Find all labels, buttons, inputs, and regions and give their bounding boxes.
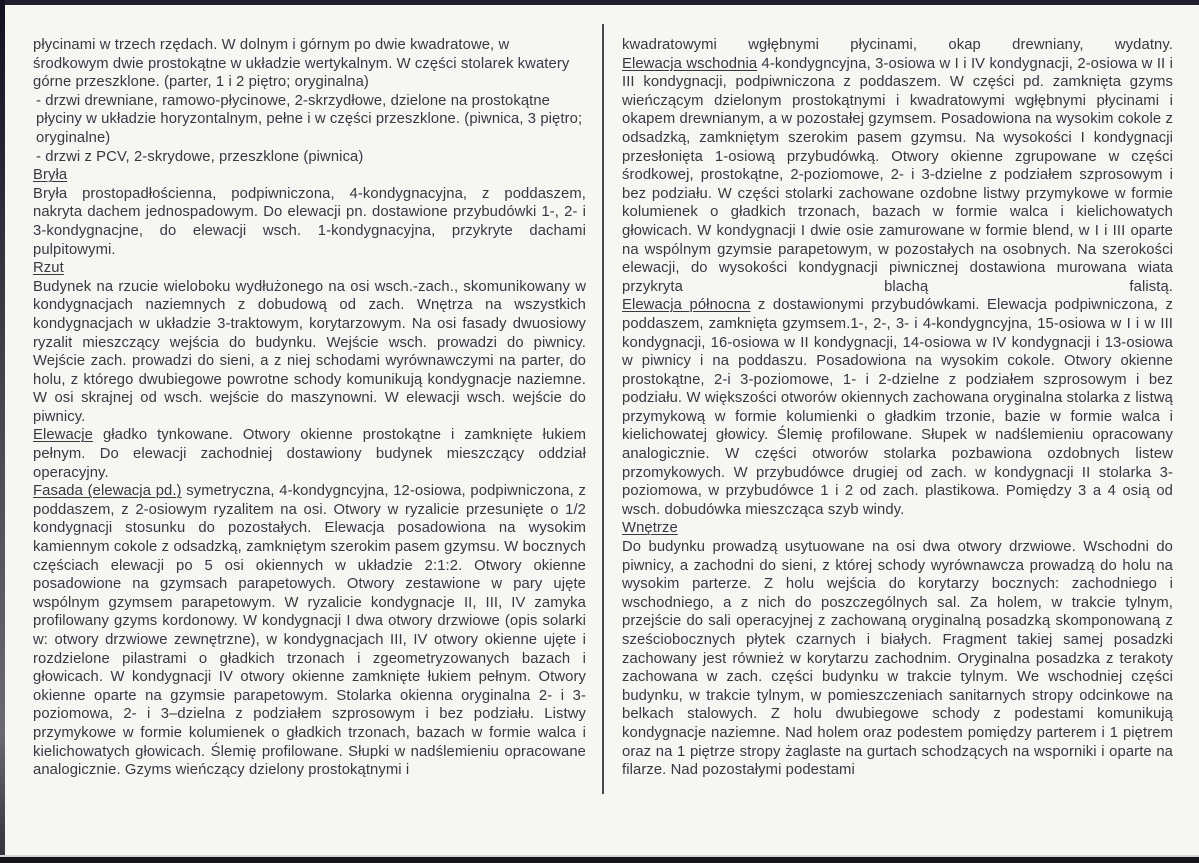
section-heading-bryla: Bryła [33,167,68,184]
paragraph-elewacja-polnocna-body: z dostawionymi przybudówkami. Elewacja podpiwniczona, z poddaszem, zamknięta gzymsem.1-, 2-, 3- i 4-kondygncyjna, 15-osiowa w I i w III kondygnacji, 16-osiowa w II kondygnacji, 14-osiowa w IV kondygnacji i 13-osiowa w piwnicy i na poddaszu. Posadowiona na wysokim cokole. Otwory okienne prostokątne, 2-i 3-poziomowe, 1- i 2-dzielne z podziałem szprosowym i bez podziału. W większości otworów okiennych zachowana oryginalna stolarka z listwą przymykową w formie kolumienki o gładkim trzonie, bazie w formie walca i kielichowatej głowicy. Ślemię profilowane. Słupek w nadślemieniu opracowany analogicznie. W części otworów stolarka pozbawiona ozdobnych listew przomykowych. W przybudówce drugiej od zach. w kondygnacji II stolarka 3-poziomowa, w przybudówce 1 i 2 od zach. plastikowa. Pomiędzy 3 a 4 osią od wsch. dobudówka mieszcząca szyb windy. [622,297,1173,518]
paragraph-elewacja-wschodnia-body: 4-kondygncyjna, 3-osiowa w I i IV kondygnacji, 2-osiowa w II i III kondygnacji, podpiwniczona z poddaszem. W części pd. zamknięta gzyms wieńczącym dzielonym prostokątnymi i kwadratowymi wgłębnymi płycinami i okapem drewnianym, a w pozostałej gzymsem. Posadowiona na wysokim cokole z odsadzką, zamkniętym szerokim pasem gzymsu. Na wysokości I kondygnacji przesłonięta 1-osiową przybudówką. Otwory okienne zgrupowane w części środkowej, prostokątne, 2-poziomowe, 2- i 3-dzielne z podziałem szprosowym i bez podziału. W części stolarki zachowane ozdobne listwy przymykowe w formie kolumienek o gładkich trzonach, bazach w formie walca i kielichowatych głowicach. W kondygnacji I dwie osie zamurowane w formie blend, w I i III oparte na wspólnym gzymsie parapetowym, w pozostałych na osobnych. Na szerokości elewacji, do wysokości kondygnacji piwnicznej dostawiona murowana wiata przykryta blachą falistą. [622,55,1173,295]
list-item-pcv-doors: - drzwi z PCV, 2-skrydowe, przeszklone (piwnica) [36,148,364,165]
text-column-right [622,36,1173,780]
scan-edge-bottom [0,857,1199,863]
column-divider-rule [602,24,604,794]
paragraph-elewacja-wschodnia [622,55,1173,297]
paragraph-elewacje [33,426,586,482]
scan-edge-top [0,0,1199,5]
text-column-left [33,36,586,780]
paragraph-wnetrze: Do budynku prowadzą usytuowane na osi dwa otwory drzwiowe. Wschodni do piwnicy, a zachodni do sieni, z której schody wyrównawcza prowadzą do holu na wysokim parterze. Z holu wejścia do korytarzy bocznych: zachodniego i wschodniego, a z nich do poszczególnych sal. Za holem, w trakcie tylnym, przejście do sali operacyjnej z zachowaną oryginalną posadzką skomponowaną z sześciobocznych płytek czarnych i białych. Fragment takiej samej posadzki zachowany jest również w korytarzu zachodnim. Oryginalna posadzka z terakoty zachowana w zach. części budynku w trakcie tylnym. We wschodniej części budynku, w trakcie tylnym, w pomieszczeniach sanitarnych stropy odcinkowe na belkach stalowych. Z holu dwubiegowe schody z podestami komunikują kondygnacje naziemne. Nad holem oraz podestem pomiędzy parterem i 1 piętrem oraz na 1 piętrze stropy żaglaste na gurtach schodzących na wsporniki i oparte na filarze. Nad pozostałymi podestami [622,539,1173,779]
inline-heading-fasada: Fasada (elewacja pd.) [33,483,182,500]
paragraph-bryla: Bryła prostopadłościenna, podpiwniczona, 4-kondygnacyjna, z poddaszem, nakryta dachem jednospadowym. Do elewacji pn. dostawione przybudówki 1-, 2- i 3-kondygnacjne, do elewacji wsch. 1-kondygnacyjna, przykryte dachami pulpitowymi. [33,185,586,258]
paragraph-elewacja-polnocna [622,296,1173,519]
inline-heading-elewacja-polnocna: Elewacja północna [622,297,751,314]
inline-heading-elewacje: Elewacje [33,427,94,444]
list-item-wooden-doors: - drzwi drewniane, ramowo-płycinowe, 2-skrzydłowe, dzielone na prostokątne płyciny w układzie horyzontalnym, pełne i w części przeszklone. (piwnica, 3 piętro; oryginalne) [36,92,583,146]
section-heading-rzut: Rzut [33,260,64,277]
paragraph-fasada-continuation: kwadratowymi wgłębnymi płycinami, okap drewniany, wydatny. [622,37,1173,53]
paragraph-fasada [33,482,586,780]
scan-edge-left [0,0,5,863]
paragraph-fasada-body: symetryczna, 4-kondygncyjna, 12-osiowa, podpiwniczona, z poddaszem, z 2-osiowym ryzalitem na osi. Otwory w ryzalicie przesunięte o 1/2 kondygnacji stosunku do pozostałych. Elewacja posadowiona na wysokim kamiennym cokole z odsadzką, zamkniętym szerokim pasem gzymsu. W bocznych częściach elewacji po 5 osi okiennych w układzie 2:1:2. Otwory okienne posadowione na gzymsach parapetowych. Otwory zestawione w pary ujęte wspólnym gzymsem parapetowym. W ryzalicie kondygnacje II, III, IV zamyka profilowany gzyms kordonowy. W kondygnacji I dwa otwory drzwiowe (opis solarki w: otwory drzwiowe zewnętrzne), w kondygnacjach III, IV otwory okienne ujęte i rozdzielone pilastrami o gładkich trzonach i zgeometryzowanych bazach i głowicach. W kondygnacji IV otwory okienne zamknięte łukiem pełnym. Otwory okienne oparte na gzymsie parapetowym. Stolarka okienna oryginalna 2- i 3-poziomowa, 2- i 3–dzielna z podziałem szprosowym i bez podziału. Listwy przymykowe w formie kolumienek o gładkich trzonach, bazach w formie walca i kielichowatych głowicach. Ślemię profilowane. Słupki w nadślemieniu opracowane analogicznie. Gzyms wieńczący dzielony prostokątnymi i [33,483,586,779]
inline-heading-elewacja-wschodnia: Elewacja wschodnia [622,55,758,72]
paragraph-window-panels: płycinami w trzech rzędach. W dolnym i górnym po dwie kwadratowe, w środkowym dwie prostokątne w układzie wertykalnym. W części stolarek kwatery górne przeszklone. (parter, 1 i 2 piętro; oryginalna) [33,37,570,91]
paragraph-elewacje-body: gładko tynkowane. Otwory okienne prostokątne i zamknięte łukiem pełnym. Do elewacji zachodniej dostawiony budynek mieszczący oddział operacyjny. [33,427,586,481]
paragraph-rzut: Budynek na rzucie wieloboku wydłużonego na osi wsch.-zach., skomunikowany w kondygnacjach naziemnych z dobudową od zach. Wnętrza na wszystkich kondygnacjach w układzie 3-traktowym, korytarzowym. Na osi fasady dwuosiowy ryzalit mieszczący wejścia do budynku. Wejście wsch. prowadzi do piwnicy. Wejście zach. prowadzi do sieni, a z niej schodami wyrównawczymi na parter, do holu, z którego dwubiegowe powrotne schody komunikują kondygnacje naziemne. W osi skrajnej od wsch. wejście do maszynowni. W elewacji wsch. wejście do piwnicy. [33,278,586,425]
section-heading-wnetrze: Wnętrze [622,520,678,537]
